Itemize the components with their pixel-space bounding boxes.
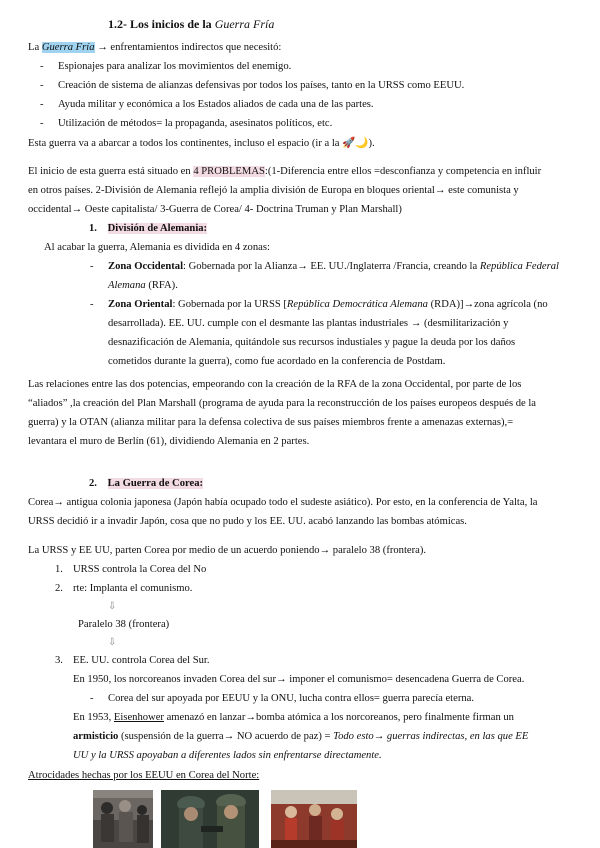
photo-soldiers-1 bbox=[93, 790, 153, 848]
section-title-italic: Guerra Fría bbox=[214, 17, 275, 31]
zona-oriental-line-2: desarrollada). EE. UU. cumple con el desmante las plantas industriales → (desmilitarización y bbox=[108, 318, 509, 329]
rda-text: (RDA)]→zona agrícola (no bbox=[430, 299, 548, 310]
zona-oriental-line-4: cometidos durante la guerra), como fue acordado en la conferencia de Postdam. bbox=[108, 356, 446, 367]
bullet-dash: - bbox=[90, 693, 94, 704]
problems-highlight: 4 PROBLEMAS bbox=[193, 166, 265, 177]
y1953-post: amenazó en lanzar→bomba atómica a los norcoreanos, pero finalmente firman un bbox=[166, 712, 514, 723]
list-number: 1. bbox=[55, 564, 63, 575]
bullet-dash: - bbox=[90, 261, 94, 272]
intro-closing: Esta guerra va a abarcar a todos los continentes, incluso el espacio (ir a la 🚀🌙). bbox=[28, 138, 375, 149]
heading-text: División de Alemania: bbox=[107, 223, 208, 234]
list-item: Creación de sistema de alianzas defensivas por todos los países, tanto en la URSS como EEUU. bbox=[58, 80, 465, 91]
down-arrow-icon: ⇩ bbox=[108, 601, 117, 612]
heading-number: 1. bbox=[89, 223, 97, 234]
list-item: Espionajes para analizar los movimientos del enemigo. bbox=[58, 61, 292, 72]
section-title bbox=[108, 17, 274, 32]
corea-p1-line-1: Corea→ antigua colonia japonesa (Japón había ocupado todo el sudeste asiático). Por esto, en la conferencia de Yalta, la bbox=[28, 497, 538, 508]
armisticio-text: (suspensión de la guerra→ NO acuerdo de paz) = bbox=[120, 731, 331, 742]
zona-oriental-line-3: desnazificación de Alemania, quitándole sus recursos industiales y pague la deuda por los daños bbox=[108, 337, 516, 348]
relaciones-line-2: “aliados” ,la creación del Plan Marshall (programa de ayuda para la reconstrucción de los países europeos después de la bbox=[28, 398, 537, 409]
zona-occidental-text: : Gobernada por la Alianza→ EE. UU./Inglaterra /Francia, creando la bbox=[183, 261, 478, 272]
heading-number: 2. bbox=[89, 478, 97, 489]
list-item: rte: Implanta el comunismo. bbox=[73, 583, 193, 594]
armisticio-italic-1: Todo esto→ guerras indirectas, en las que EE bbox=[333, 731, 529, 742]
highlighted-term: Guerra Fría bbox=[41, 42, 95, 53]
intro-la: La bbox=[28, 42, 40, 53]
section-number: 1.2- bbox=[108, 17, 127, 31]
relaciones-line-1: Las relaciones entre las dos potencias, empeorando con la creación de la RFA de la zona Occidental, por parte de los bbox=[28, 379, 522, 390]
bullet-dash: - bbox=[40, 80, 44, 91]
problems-line-2: en otros países. 2-División de Alemania reflejó la amplia división de Europa en bloques oriental→ este comunista y bbox=[28, 185, 519, 196]
list-item: URSS controla la Corea del No bbox=[73, 564, 207, 575]
relaciones-line-4: levantara el muro de Berlín (61), dividiendo Alemania en 2 partes. bbox=[28, 436, 310, 447]
corea-1953-line-3: UU y la URSS apoyaban a diferentes lados sin enfrentarse directamente. bbox=[73, 750, 382, 761]
corea-heading bbox=[89, 478, 203, 489]
alemania-intro: Al acabar la guerra, Alemania es dividida en 4 zonas: bbox=[44, 242, 270, 253]
corea-1953-line-2 bbox=[73, 731, 528, 742]
zona-oriental-label: Zona Oriental bbox=[108, 299, 173, 310]
atrocidades-caption: Atrocidades hechas por los EEUU en Corea del Norte: bbox=[28, 770, 260, 781]
zona-occidental-line-2 bbox=[108, 280, 178, 291]
corea-1953-line-1 bbox=[73, 712, 514, 723]
rfa-abbrev: (RFA). bbox=[148, 280, 178, 291]
bullet-dash: - bbox=[40, 99, 44, 110]
corea-1950: En 1950, los norcoreanos invaden Corea del sur→ imponer el comunismo= desencadena Guerra de Corea. bbox=[73, 674, 525, 685]
rfa-italic-2: Alemana bbox=[108, 280, 146, 291]
zona-oriental-line-1 bbox=[108, 299, 548, 310]
list-item: EE. UU. controla Corea del Sur. bbox=[73, 655, 210, 666]
bullet-dash: - bbox=[40, 61, 44, 72]
zona-oriental-text: : Gobernada por la URSS [ bbox=[172, 299, 287, 310]
armisticio-term: armisticio bbox=[73, 731, 119, 742]
bullet-dash: - bbox=[40, 118, 44, 129]
rfa-italic: República Federal bbox=[479, 261, 559, 272]
corea-sub-bullet: Corea del sur apoyada por EEUU y la ONU, lucha contra ellos= guerra parecía eterna. bbox=[108, 693, 475, 704]
problems-line-3: occidental→ Oeste capitalista/ 3-Guerra de Corea/ 4- Doctrina Truman y Plan Marshall) bbox=[28, 204, 402, 215]
corea-p1-line-2: URSS decidió ir a invadir Japón, cosa que no pudo y los EE. UU. acabó lanzando las bombas atómicas. bbox=[28, 516, 467, 527]
eisenhower-name: Eisenhower bbox=[113, 712, 164, 723]
corea-p2: La URSS y EE UU, parten Corea por medio de un acuerdo poniendo→ paralelo 38 (frontera). bbox=[28, 545, 427, 556]
heading-text: La Guerra de Corea: bbox=[107, 478, 204, 489]
down-arrow-icon: ⇩ bbox=[108, 637, 117, 648]
zona-occidental-line-1 bbox=[108, 261, 559, 272]
list-item: Utilización de métodos= la propaganda, asesinatos políticos, etc. bbox=[58, 118, 333, 129]
problems-post: :(1-Diferencia entre ellos =desconfianza y competencia en influir bbox=[264, 166, 542, 177]
alemania-heading bbox=[89, 223, 207, 234]
problems-line-1 bbox=[28, 166, 541, 177]
intro-rest: → enfrentamientos indirectos que necesitó: bbox=[97, 42, 282, 53]
rda-italic: República Democrática Alemana bbox=[286, 299, 428, 310]
list-item: Ayuda militar y económica a los Estados aliados de cada una de las partes. bbox=[58, 99, 374, 110]
list-number: 3. bbox=[55, 655, 63, 666]
zona-occidental-label: Zona Occidental bbox=[108, 261, 184, 272]
intro-line bbox=[28, 42, 281, 53]
y1953-pre: En 1953, bbox=[73, 712, 112, 723]
photo-painting bbox=[271, 790, 357, 848]
paralelo-label: Paralelo 38 (frontera) bbox=[78, 619, 170, 630]
bullet-dash: - bbox=[90, 299, 94, 310]
relaciones-line-3: guerra) y la OTAN (alianza militar para la defensa colectiva de sus países miembros frente a amenazas externas),= bbox=[28, 417, 514, 428]
problems-pre: El inicio de esta guerra está situado en bbox=[28, 166, 191, 177]
list-number: 2. bbox=[55, 583, 63, 594]
section-title-text: Los inicios de la bbox=[130, 17, 212, 31]
photo-soldiers-2 bbox=[161, 790, 259, 848]
